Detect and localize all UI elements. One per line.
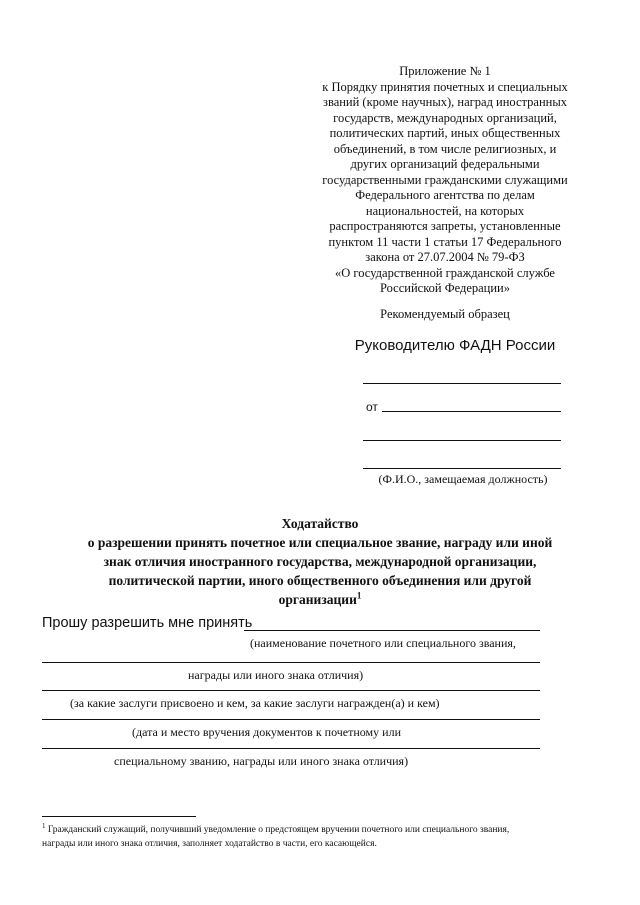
petition-title-line bbox=[30, 590, 610, 609]
appendix-line: Федерального агентства по делам bbox=[355, 188, 535, 202]
appendix-line: Российской Федерации» bbox=[379, 281, 510, 295]
addressee: Руководителю ФАДН России bbox=[354, 337, 556, 354]
footnote-line-1: Гражданский служащий, получивший уведомление о предстоящем вручении почетного или специального звания, bbox=[47, 825, 510, 835]
appendix-line: званий (кроме научных), наград иностранных bbox=[323, 95, 567, 109]
recommended-sample-label: Рекомендуемый образец bbox=[380, 307, 510, 321]
appendix-line: национальностей, на которых bbox=[365, 203, 525, 218]
request-blank-line[interactable] bbox=[244, 630, 540, 631]
blank-line-2[interactable] bbox=[42, 662, 540, 663]
petition-title-line: политической партии, иного общественного объединения или другой bbox=[108, 573, 532, 588]
petition-title-line: знак отличия иностранного государства, международной организации, bbox=[103, 554, 537, 569]
appendix-line: объединений, в том числе религиозных, и bbox=[333, 141, 557, 156]
caption-special-title: специальному званию, награды или иного знака отличия) bbox=[114, 754, 409, 768]
petition-title-last: организации bbox=[278, 592, 357, 607]
appendix-line: пунктом 11 части 1 статьи 17 Федерального bbox=[328, 234, 562, 249]
footnote-reference: 1 bbox=[356, 590, 362, 601]
appendix-line: других организаций федеральными bbox=[350, 157, 540, 171]
appendix-line: «О государственной гражданской службе bbox=[335, 265, 555, 280]
addressee-blank-line-3[interactable] bbox=[363, 440, 561, 441]
appendix-line: закона от 27.07.2004 № 79-ФЗ bbox=[365, 250, 525, 264]
appendix-line: политических партий, иных общественных bbox=[329, 126, 561, 140]
appendix-line: государств, международных организаций, bbox=[333, 110, 557, 125]
from-blank-line[interactable] bbox=[382, 411, 561, 412]
request-text: Прошу разрешить мне принять bbox=[42, 615, 253, 631]
footnote bbox=[42, 823, 602, 851]
from-label: от bbox=[366, 400, 378, 414]
blank-line-5[interactable] bbox=[42, 748, 540, 749]
petition-heading: Ходатайство bbox=[281, 516, 359, 531]
blank-line-4[interactable] bbox=[42, 719, 540, 720]
addressee-blank-line-1[interactable] bbox=[363, 383, 561, 384]
fio-caption: (Ф.И.О., замещаемая должность) bbox=[378, 472, 548, 486]
petition-title-line: о разрешении принять почетное или специальное звание, награду или иной bbox=[87, 535, 553, 550]
petition-title bbox=[30, 514, 610, 609]
caption-title-name: (наименование почетного или специального звания, bbox=[250, 636, 516, 650]
appendix-line: распространяются запреты, установленные bbox=[329, 219, 561, 233]
caption-date-place: (дата и место вручения документов к почетному или bbox=[132, 725, 401, 739]
appendix-block bbox=[300, 64, 590, 297]
footnote-mark: 1 bbox=[42, 821, 46, 830]
appendix-line: государственными гражданскими служащими bbox=[322, 172, 568, 187]
appendix-line: к Порядку принятия почетных и специальных bbox=[322, 79, 568, 94]
addressee-blank-line-4[interactable] bbox=[363, 468, 561, 469]
footnote-divider bbox=[42, 816, 196, 817]
caption-award: награды или иного знака отличия) bbox=[188, 668, 364, 682]
appendix-title: Приложение № 1 bbox=[399, 64, 491, 78]
footnote-line-2: награды или иного знака отличия, заполняет ходатайство в части, его касающейся. bbox=[42, 839, 377, 849]
caption-merits: (за какие заслуги присвоено и кем, за какие заслуги награжден(а) и кем) bbox=[70, 696, 440, 710]
blank-line-3[interactable] bbox=[42, 690, 540, 691]
